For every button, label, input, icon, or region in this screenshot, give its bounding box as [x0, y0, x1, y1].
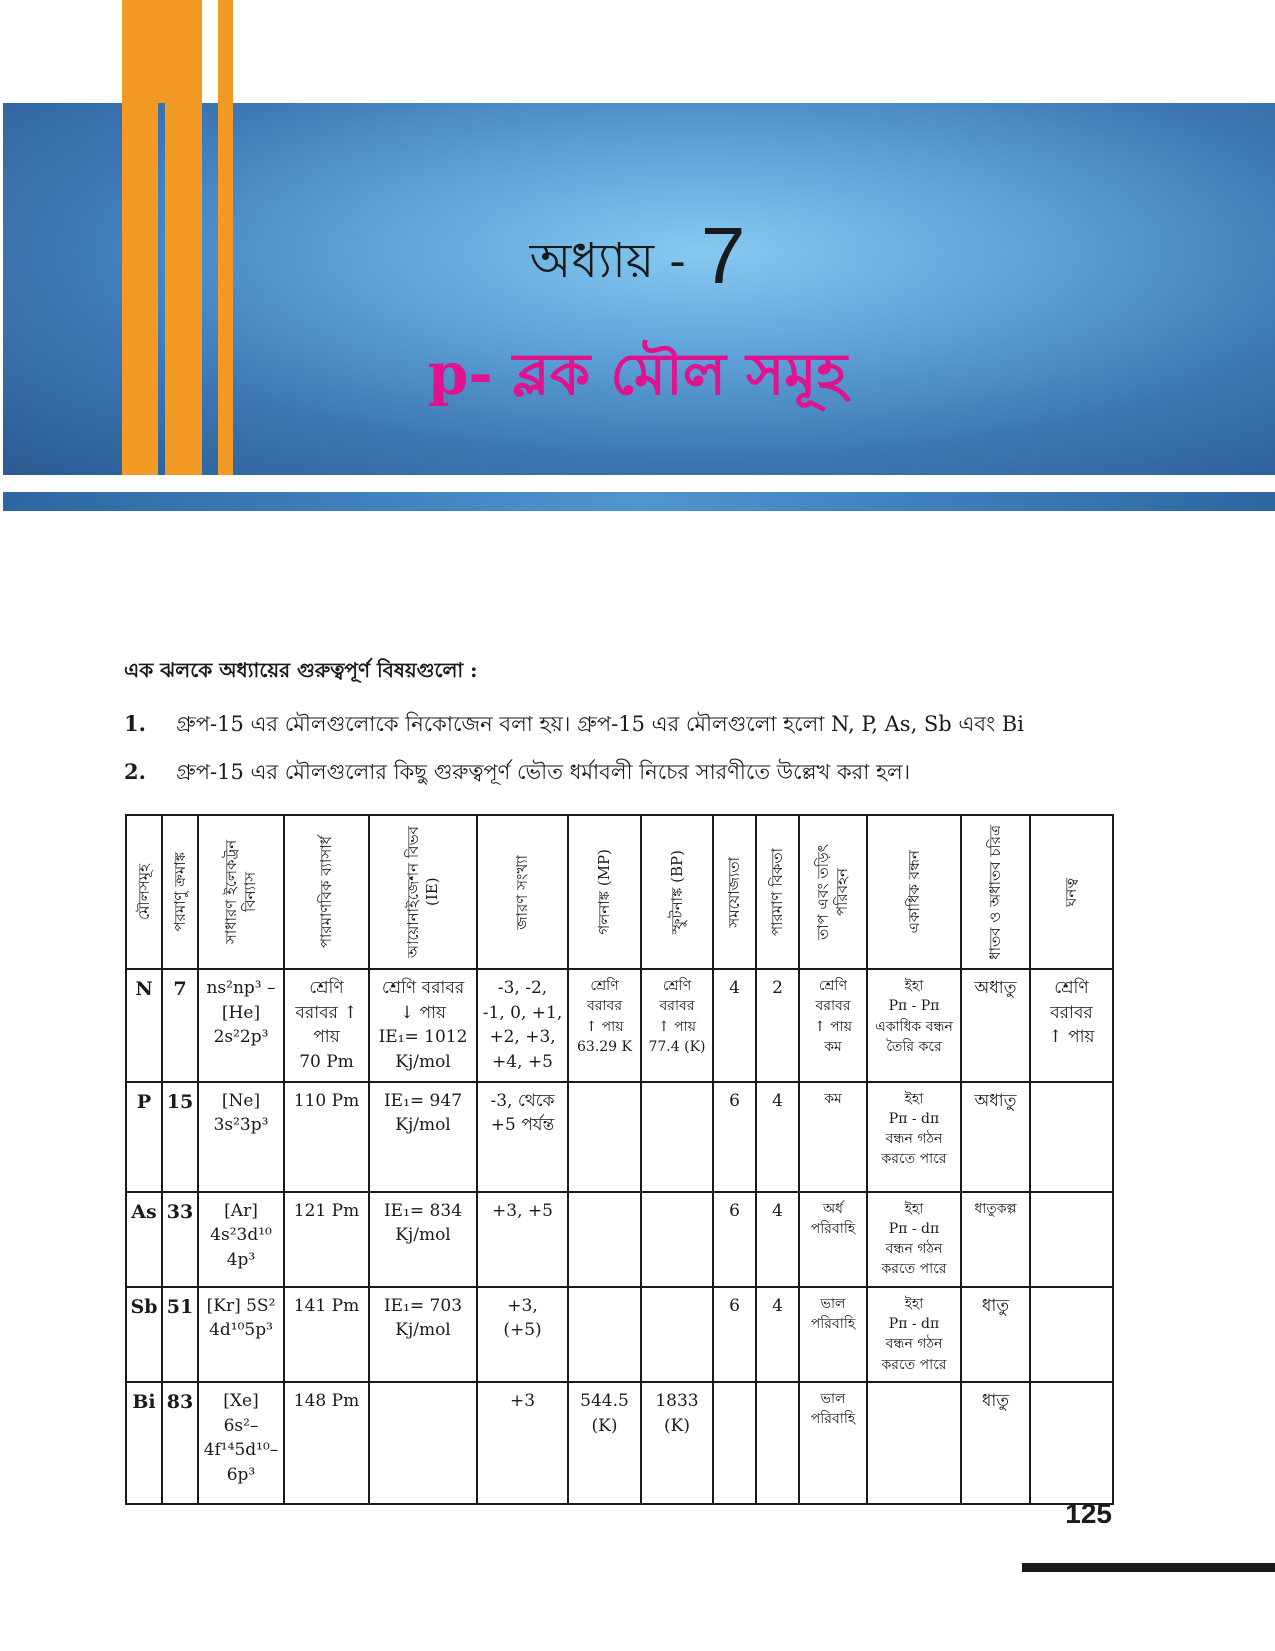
table-cell: ভাল পরিবাহি	[799, 1382, 867, 1504]
table-header: পরমাণু ক্রমাঙ্ক	[162, 815, 198, 969]
table-cell: [Xe] 6s²– 4f¹⁴5d¹⁰– 6p³	[198, 1382, 284, 1504]
point-number: 1.	[124, 711, 146, 736]
table-cell: ধাতুকল্প	[961, 1192, 1030, 1287]
table-cell: 6	[713, 1082, 756, 1192]
table-cell: শ্রেণি বরাবর ↑ পায় 77.4 (K)	[641, 969, 713, 1082]
table-cell: শ্রেণি বরাবর ↑ পায় 63.29 K	[568, 969, 641, 1082]
table-cell	[1030, 1082, 1113, 1192]
point-1	[124, 708, 1024, 743]
table-cell: অধাতু	[961, 969, 1030, 1082]
table-header: সাধারণ ইলেকট্রন বিন্যাস	[198, 815, 284, 969]
table-cell: IE₁= 703 Kj/mol	[369, 1287, 477, 1382]
table-cell: P	[126, 1082, 162, 1192]
table-cell	[1030, 1192, 1113, 1287]
table-cell: 83	[162, 1382, 198, 1504]
table-cell	[867, 1382, 961, 1504]
table-cell: শ্রেণি বরাবর ↑ পায় কম	[799, 969, 867, 1082]
table-cell	[568, 1082, 641, 1192]
table-cell: কম	[799, 1082, 867, 1192]
table-cell: As	[126, 1192, 162, 1287]
chapter-title	[0, 210, 1275, 304]
table-cell: -3, -2, -1, 0, +1, +2, +3, +4, +5	[477, 969, 568, 1082]
table-row	[126, 1192, 1113, 1287]
table-cell: [Ne] 3s²3p³	[198, 1082, 284, 1192]
table-cell: [Kr] 5S² 4d¹⁰5p³	[198, 1287, 284, 1382]
table-header: তাপ এবং তড়িৎ পরিবহন	[799, 815, 867, 969]
table-cell: ধাতু	[961, 1382, 1030, 1504]
table-cell: অধাতু	[961, 1082, 1030, 1192]
footer-rule	[1022, 1563, 1275, 1572]
table-cell: ইহা Pπ - dπ বন্ধন গঠন করতে পারে	[867, 1287, 961, 1382]
table-header: মৌলসমূহ	[126, 815, 162, 969]
table-cell: 2	[756, 969, 799, 1082]
table-cell: অর্ধ পরিবাহি	[799, 1192, 867, 1287]
table-cell: 15	[162, 1082, 198, 1192]
table-cell: [Ar] 4s²3d¹⁰ 4p³	[198, 1192, 284, 1287]
table-cell: 51	[162, 1287, 198, 1382]
table-cell: IE₁= 947 Kj/mol	[369, 1082, 477, 1192]
table-cell: 4	[713, 969, 756, 1082]
table-header-row	[126, 815, 1113, 969]
table-cell: 141 Pm	[284, 1287, 369, 1382]
table-header: একাধিক বন্ধন	[867, 815, 961, 969]
table-cell	[1030, 1287, 1113, 1382]
table-cell: শ্রেণি বরাবর ↓ পায় IE₁= 1012 Kj/mol	[369, 969, 477, 1082]
table-cell: +3	[477, 1382, 568, 1504]
chapter-label: অধ্যায় -	[529, 233, 686, 289]
table-cell: 33	[162, 1192, 198, 1287]
table-cell: IE₁= 834 Kj/mol	[369, 1192, 477, 1287]
table-cell: 148 Pm	[284, 1382, 369, 1504]
table-cell: ধাতু	[961, 1287, 1030, 1382]
table-cell: +3, +5	[477, 1192, 568, 1287]
table-cell: 1833 (K)	[641, 1382, 713, 1504]
table-cell: শ্রেণি বরাবর ↑ পায় 70 Pm	[284, 969, 369, 1082]
properties-table	[125, 814, 1114, 1505]
point-text: গ্রুপ-15 এর মৌলগুলোর কিছু গুরুত্বপূর্ণ ভৌত ধর্মাবলী নিচের সারণীতে উল্লেখ করা হল।	[176, 760, 911, 784]
table-cell: 6	[713, 1287, 756, 1382]
table-cell: 7	[162, 969, 198, 1082]
table-cell: Bi	[126, 1382, 162, 1504]
table-header: ঘনত্ব	[1030, 815, 1113, 969]
table-cell	[641, 1287, 713, 1382]
table-cell	[641, 1082, 713, 1192]
table-header: পারমাণ বিকতা	[756, 815, 799, 969]
table-header: ধাতব ও অধাতব চরিত্র	[961, 815, 1030, 969]
table-cell: Sb	[126, 1287, 162, 1382]
point-text: গ্রুপ-15 এর মৌলগুলোকে নিকোজেন বলা হয়। গ্রুপ-15 এর মৌলগুলো হলো N, P, As, Sb এবং Bi	[176, 712, 1024, 736]
banner-underline-bar	[3, 492, 1275, 511]
table-cell	[1030, 1382, 1113, 1504]
point-2	[124, 756, 910, 791]
table-header: জারণ সংখ্যা	[477, 815, 568, 969]
table-row	[126, 1287, 1113, 1382]
table-cell: 4	[756, 1082, 799, 1192]
table-header: গলনাঙ্ক (MP)	[568, 815, 641, 969]
table-cell	[641, 1192, 713, 1287]
table-cell: 4	[756, 1192, 799, 1287]
summary-heading: এক ঝলকে অধ্যায়ের গুরুত্বপূর্ণ বিষয়গুলো :	[124, 658, 478, 682]
table-cell	[568, 1287, 641, 1382]
table-row	[126, 1082, 1113, 1192]
table-cell: ইহা Pπ - dπ বন্ধন গঠন করতে পারে	[867, 1192, 961, 1287]
table-row	[126, 969, 1113, 1082]
table-cell: শ্রেণি বরাবর ↑ পায়	[1030, 969, 1113, 1082]
table-cell: N	[126, 969, 162, 1082]
table-cell: 544.5 (K)	[568, 1382, 641, 1504]
table-cell	[713, 1382, 756, 1504]
chapter-number: 7	[700, 211, 746, 300]
table-header: স্ফুটনাঙ্ক (BP)	[641, 815, 713, 969]
table-cell: 4	[756, 1287, 799, 1382]
table-cell: ইহা Pπ - Pπ একাধিক বন্ধন তৈরি করে	[867, 969, 961, 1082]
table-header: পারমাণবিক ব্যাসার্ধ	[284, 815, 369, 969]
table-row	[126, 1382, 1113, 1504]
table-cell: 110 Pm	[284, 1082, 369, 1192]
table-cell	[568, 1192, 641, 1287]
table-header: আয়োনাইজেশন বিভব (IE)	[369, 815, 477, 969]
table-cell	[756, 1382, 799, 1504]
point-number: 2.	[124, 759, 146, 784]
table-cell: 6	[713, 1192, 756, 1287]
table-cell: ns²np³ – [He] 2s²2p³	[198, 969, 284, 1082]
table-cell	[369, 1382, 477, 1504]
table-cell: +3, (+5)	[477, 1287, 568, 1382]
table-cell: ভাল পরিবাহি	[799, 1287, 867, 1382]
table-cell: ইহা Pπ - dπ বন্ধন গঠন করতে পারে	[867, 1082, 961, 1192]
table-cell: 121 Pm	[284, 1192, 369, 1287]
table-cell: -3, থেকে +5 পর্যন্ত	[477, 1082, 568, 1192]
chapter-subtitle: p- ব্লক মৌল সমূহ	[427, 340, 848, 408]
table-header: সমযোজ্যতা	[713, 815, 756, 969]
page-number: 125	[1065, 1498, 1112, 1529]
